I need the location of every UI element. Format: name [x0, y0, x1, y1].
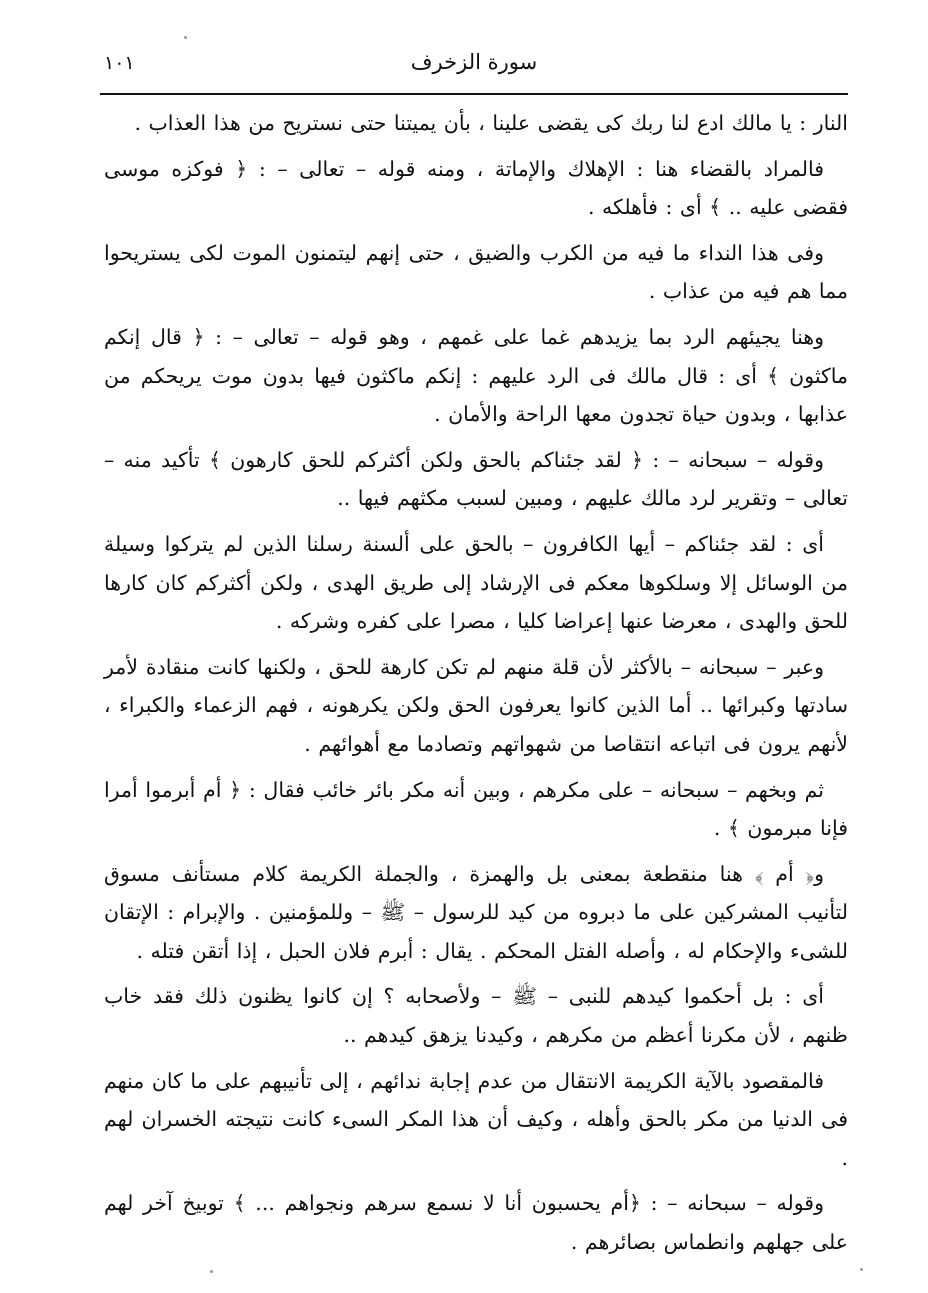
paragraph: أى : بل أحكموا كيدهم للنبى – ﷺ – ولأصحابه ؟ إن كانوا يظنون ذلك فقد خاب ظنهم ، لأن مكرنا أعظم من مكرهم ، وكيدنا يزهق كيدهم ..	[104, 984, 848, 1048]
paragraph: وعبر – سبحانه – بالأكثر لأن قلة منهم لم تكن كارهة للحق ، ولكنها كانت منقادة لأمر سادتها وكبرائها .. أما الذين كانوا يعرفون الحق ولكن يكرهونه ، فهم الزعماء والكبراء ، لأنهم يرون فى اتباعه انتقاصا من شهواتهم وتصادما مع أهوائهم .	[104, 654, 848, 756]
paragraph: فالمقصود بالآية الكريمة الانتقال من عدم إجابة ندائهم ، إلى تأنيبهم على ما كان منهم فى الدنيا من مكر بالحق وأهله ، وكيف أن هذا المكر السىء كانت نتيجته الخسران لهم .	[104, 1068, 848, 1170]
header-rule	[100, 93, 848, 95]
paragraph: وقوله – سبحانه – : ﴿ لقد جئناكم بالحق ولكن أكثركم للحق كارهون ﴾ تأكيد منه – تعالى – وتقرير لرد مالك عليهم ، ومبين لسبب مكثهم فيها ..	[104, 447, 848, 511]
print-speck	[860, 1268, 863, 1271]
print-speck	[184, 36, 187, 39]
paragraph: فالمراد بالقضاء هنا : الإهلاك والإماتة ، ومنه قوله – تعالى – : ﴿ فوكزه موسى فقضى عليه .. ﴾ أى : فأهلكه .	[104, 156, 848, 220]
page-number: ١٠١	[104, 52, 135, 74]
page-header	[100, 40, 848, 92]
print-speck	[210, 1270, 213, 1273]
paragraph: وفى هذا النداء ما فيه من الكرب والضيق ، حتى إنهم ليتمنون الموت لكى يستريحوا مما هم فيه من عذاب .	[104, 240, 848, 304]
paragraph: و﴿ أم ﴾ هنا منقطعة بمعنى بل والهمزة ، والجملة الكريمة كلام مستأنف مسوق لتأنيب المشركين على ما دبروه من كيد للرسول – ﷺ – وللمؤمنين . والإبرام : الإتقان للشىء والإحكام له ، وأصله الفتل المحكم . يقال : أبرم فلان الحبل ، إذا أتقن فتله .	[104, 861, 848, 963]
paragraph: أى : لقد جئناكم – أيها الكافرون – بالحق على ألسنة رسلنا الذين لم يتركوا وسيلة من الوسائل إلا وسلكوها معكم فى الإرشاد إلى طريق الهدى ، ولكن أكثركم كان كارها للحق والهدى ، معرضا عنها إعراضا كليا ، مصرا على كفره وشركه .	[104, 531, 848, 634]
page-body	[104, 104, 848, 1269]
paragraph: النار : يا مالك ادع لنا ربك كى يقضى علينا ، بأن يميتنا حتى نستريح من هذا العذاب .	[134, 111, 848, 135]
paragraph: وهنا يجيئهم الرد بما يزيدهم غما على غمهم ، وهو قوله – تعالى – : ﴿ قال إنكم ماكثون ﴾ أى : قال مالك فى الرد عليهم : إنكم ماكثون فيها بدون موت يريحكم من عذابها ، وبدون حياة تجدون معها الراحة والأمان .	[104, 324, 848, 427]
surah-title: سورة الزخرف	[410, 50, 538, 74]
paragraph: وقوله – سبحانه – : ﴿أم يحسبون أنا لا نسمع سرهم ونجواهم ... ﴾ توبيخ آخر لهم على جهلهم وانطماس بصائرهم .	[104, 1191, 848, 1255]
paragraph: ثم وبخهم – سبحانه – على مكرهم ، وبين أنه مكر بائر خائب فقال : ﴿ أم أبرموا أمرا فإنا مبرمون ﴾ .	[104, 777, 848, 841]
